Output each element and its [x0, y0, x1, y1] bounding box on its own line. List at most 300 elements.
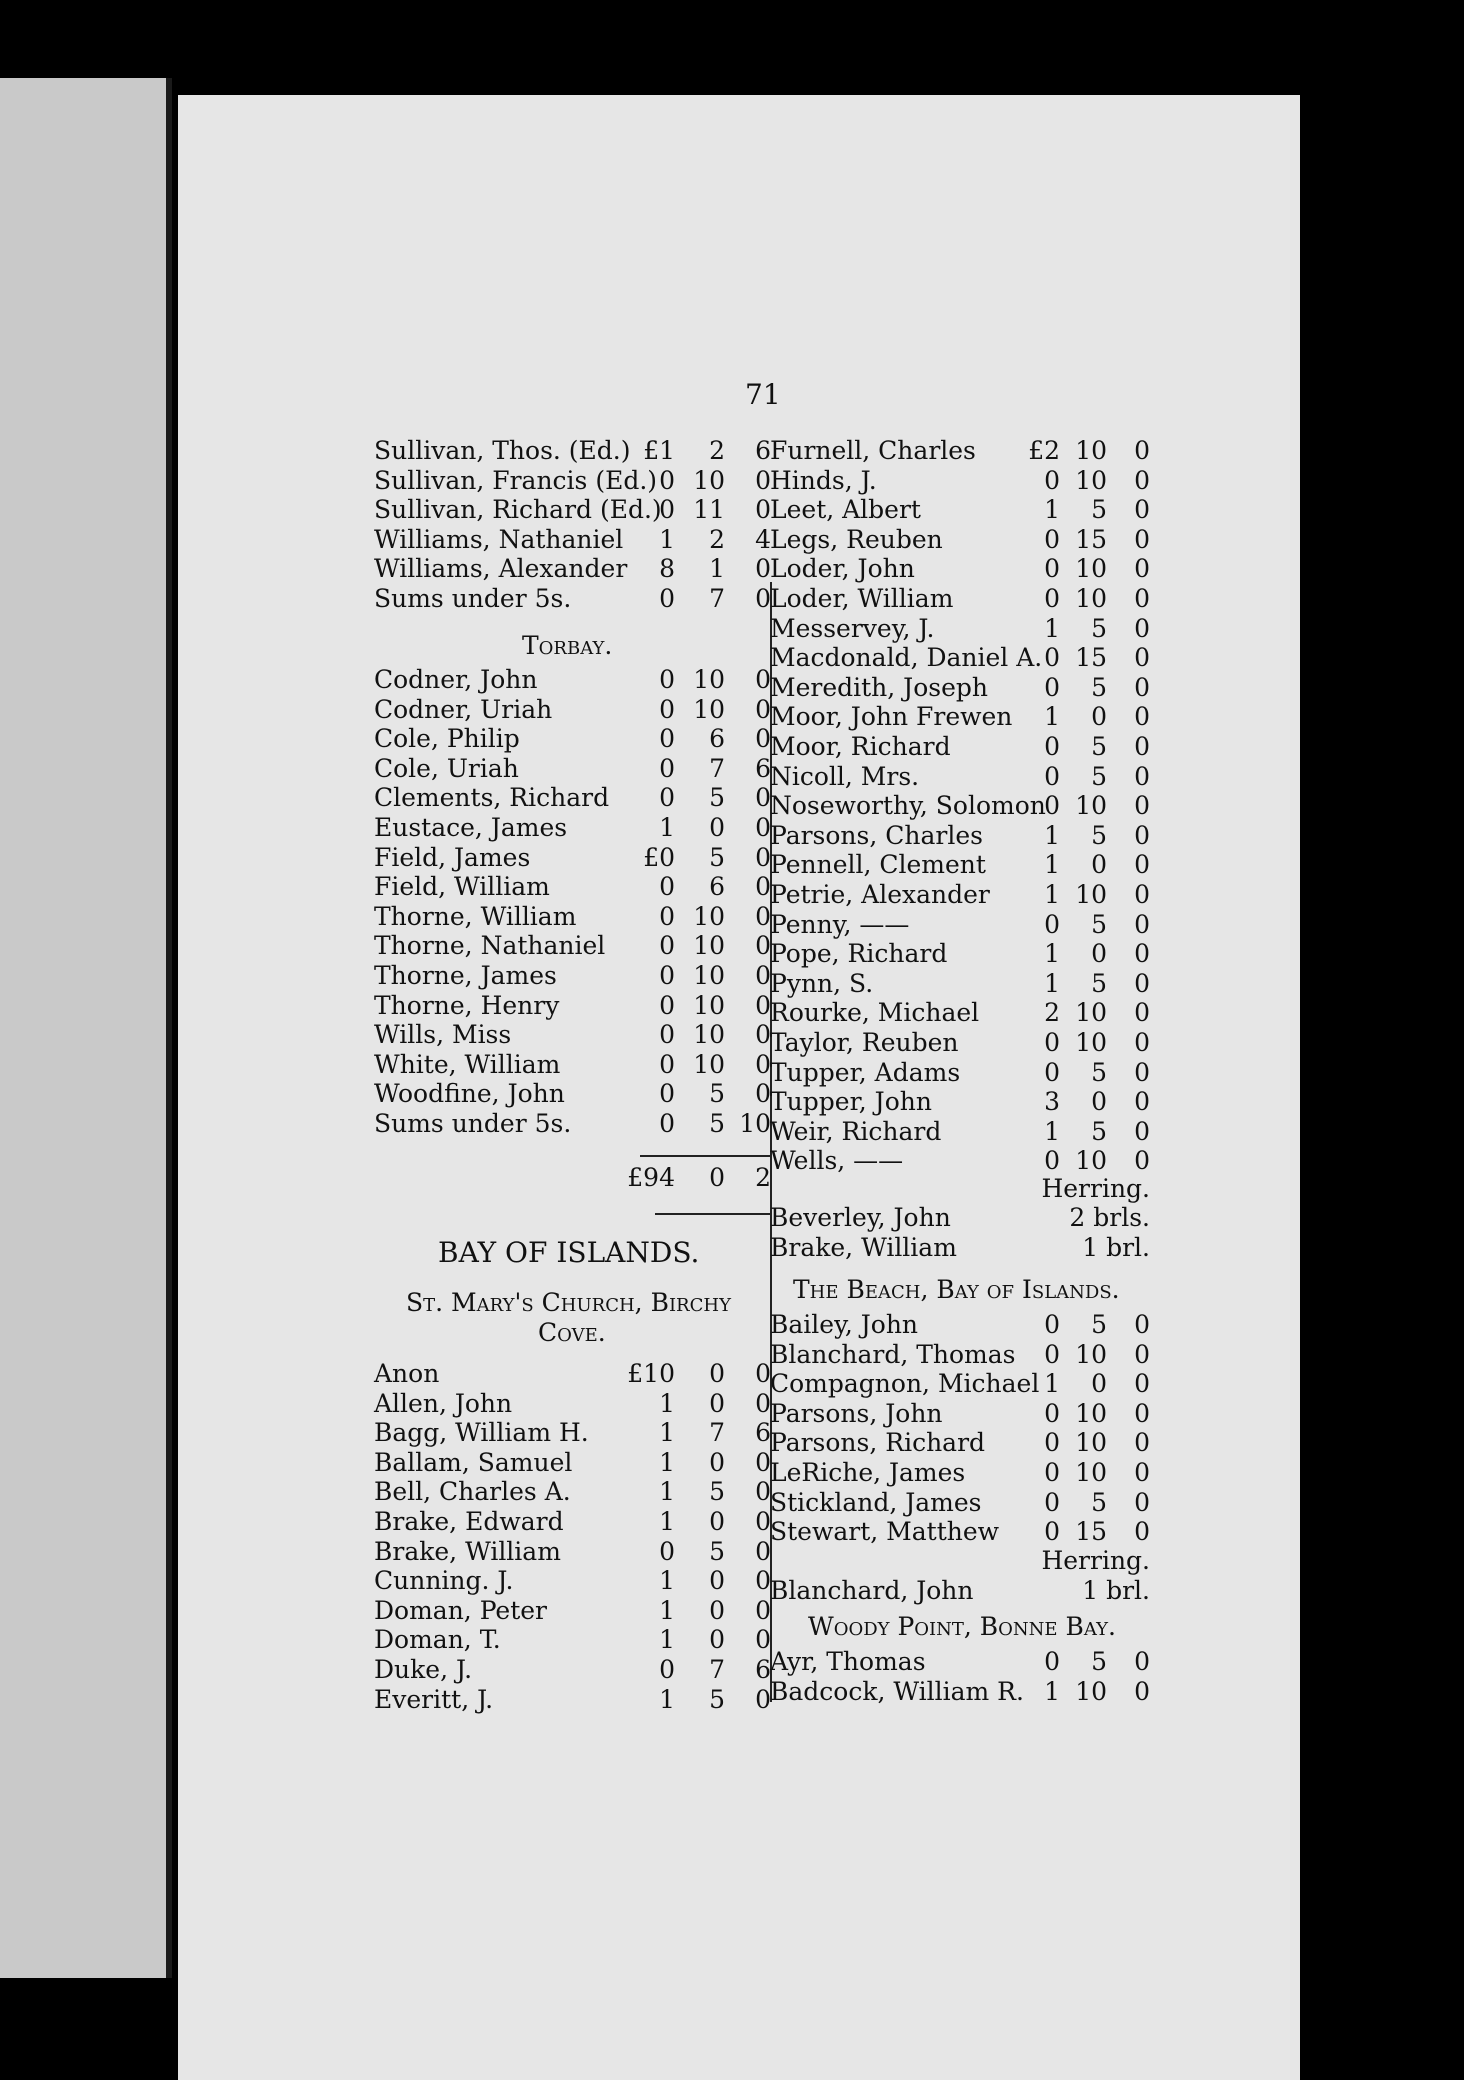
contributor-name: Thorne, William	[374, 901, 577, 931]
total-pence: 2	[755, 1163, 771, 1192]
amount-pence: 0	[1134, 613, 1150, 643]
amount-pounds: 8	[659, 554, 675, 584]
ledger-row	[770, 880, 1150, 910]
amount-pounds: £0	[643, 842, 675, 872]
woody-point-heading: Woody Point, Bonne Bay.	[808, 1612, 1116, 1641]
amount-shillings: 5	[709, 783, 725, 813]
amount-pounds: 0	[1044, 1339, 1060, 1369]
contributor-name: White, William	[374, 1049, 561, 1079]
amount-shillings: 2	[709, 436, 725, 465]
amount-pounds: 1	[659, 1477, 675, 1507]
amount-pence: 0	[755, 694, 771, 724]
contributor-name: Field, William	[374, 872, 550, 902]
contributor-name: Parsons, Richard	[770, 1428, 986, 1458]
amount-shillings: 10	[1075, 436, 1107, 465]
amount-pounds: 1	[1044, 495, 1060, 525]
ledger-row	[770, 1058, 1150, 1088]
amount-shillings: 11	[693, 495, 725, 525]
amount-pence: 0	[1134, 791, 1150, 821]
ledger-row	[374, 1418, 771, 1448]
contributor-name: Brake, William	[374, 1536, 561, 1566]
total-shillings: 0	[709, 1163, 725, 1192]
amount-shillings: 5	[1091, 1116, 1107, 1146]
ledger-row	[770, 1458, 1150, 1488]
amount-pence: 6	[755, 753, 771, 783]
contributor-name: Anon	[374, 1359, 440, 1388]
amount-pounds: 1	[659, 1388, 675, 1418]
amount-pounds: 2	[1044, 998, 1060, 1028]
contributor-name: Petrie, Alexander	[770, 880, 990, 909]
ledger-row	[374, 1685, 771, 1715]
amount-shillings: 10	[693, 931, 725, 961]
contributor-name: Stewart, Matthew	[770, 1517, 1000, 1547]
amount-pence: 0	[755, 465, 771, 495]
amount-shillings: 0	[1091, 702, 1107, 732]
contributor-name: Williams, Nathaniel	[374, 524, 624, 554]
contributor-name: Williams, Alexander	[374, 554, 628, 584]
contributor-name: Thorne, Henry	[374, 990, 560, 1020]
amount-shillings: 10	[693, 694, 725, 724]
amount-shillings: 0	[709, 813, 725, 842]
contributor-name: Bagg, William H.	[374, 1418, 589, 1448]
amount-pence: 0	[1134, 1676, 1150, 1706]
total-row	[374, 1163, 771, 1193]
contributor-name: Furnell, Charles	[770, 436, 976, 465]
ledger-row	[770, 762, 1150, 792]
amount-pounds: £1	[643, 436, 675, 465]
amount-shillings: 5	[709, 1684, 725, 1714]
ledger-row	[374, 554, 771, 584]
amount-pence: 0	[755, 961, 771, 990]
amount-pounds: 0	[1044, 732, 1060, 761]
page-number: 71	[745, 378, 781, 411]
contributor-name: Badcock, William R.	[770, 1676, 1024, 1706]
amount-pence: 0	[755, 724, 771, 754]
contributor-name: Duke, J.	[374, 1655, 473, 1684]
amount-pounds: 0	[659, 1536, 675, 1566]
amount-shillings: 0	[709, 1507, 725, 1536]
herring-label-1: Herring.	[1041, 1174, 1150, 1203]
amount-pence: 0	[1134, 820, 1150, 850]
contributor-name: Everitt, J.	[374, 1684, 494, 1714]
amount-shillings: 10	[1075, 554, 1107, 584]
ledger-row	[374, 1537, 771, 1567]
ledger-row	[374, 436, 771, 466]
contributor-name: Loder, William	[770, 584, 954, 613]
ledger-row	[770, 969, 1150, 999]
amount-shillings: 5	[1091, 761, 1107, 791]
amount-pounds: 0	[659, 753, 675, 783]
amount-pence: 0	[755, 665, 771, 694]
amount-pounds: 1	[1044, 1369, 1060, 1399]
ledger-row	[374, 724, 771, 754]
amount-shillings: 0	[1091, 939, 1107, 969]
contributor-name: Leet, Albert	[770, 495, 921, 525]
ledger-row	[374, 1389, 771, 1419]
amount-pounds: 0	[659, 1109, 675, 1138]
contributor-name: Allen, John	[374, 1388, 513, 1418]
amount-shillings: 0	[709, 1359, 725, 1388]
amount-pence: 0	[1134, 643, 1150, 673]
amount-shillings: 10	[1075, 465, 1107, 495]
ledger-row	[374, 665, 771, 695]
ledger-row	[770, 1087, 1150, 1117]
ledger-row	[374, 902, 771, 932]
ledger-row	[770, 1117, 1150, 1147]
amount-pence: 0	[1134, 1428, 1150, 1458]
herring-quantity: 2 brls.	[1069, 1203, 1150, 1232]
contributor-name: Moor, John Frewen	[770, 702, 1013, 732]
amount-shillings: 5	[1091, 613, 1107, 643]
ledger-row	[770, 436, 1150, 466]
amount-shillings: 10	[693, 901, 725, 931]
ledger-row	[770, 702, 1150, 732]
amount-pounds: 0	[1044, 1458, 1060, 1487]
amount-pence: 0	[755, 872, 771, 902]
amount-pounds: 3	[1044, 1087, 1060, 1117]
amount-shillings: 5	[1091, 495, 1107, 525]
amount-pence: 0	[755, 554, 771, 584]
amount-pence: 0	[755, 1049, 771, 1079]
amount-pounds: 0	[659, 584, 675, 613]
amount-shillings: 7	[709, 753, 725, 783]
ledger-row	[770, 1146, 1150, 1176]
ledger-row	[770, 1677, 1150, 1707]
total-rule-bottom	[655, 1213, 770, 1215]
amount-pence: 6	[755, 1655, 771, 1684]
ledger-row	[374, 584, 771, 614]
ledger-row	[770, 1028, 1150, 1058]
facing-page-edge	[0, 78, 172, 1978]
amount-pounds: 1	[1044, 613, 1060, 643]
amount-pence: 0	[1134, 761, 1150, 791]
contributor-name: Sullivan, Francis (Ed.)	[374, 465, 658, 495]
amount-pounds: 1	[659, 1447, 675, 1477]
amount-shillings: 10	[1075, 791, 1107, 821]
contributor-name: Pope, Richard	[770, 939, 948, 969]
amount-pounds: 0	[659, 724, 675, 754]
ledger-row	[374, 1079, 771, 1109]
contributor-name: Parsons, John	[770, 1398, 943, 1428]
ledger-row	[770, 495, 1150, 525]
amount-shillings: 7	[709, 1655, 725, 1684]
contributor-name: Messervey, J.	[770, 613, 935, 643]
amount-pence: 0	[755, 990, 771, 1020]
ledger-row	[374, 695, 771, 725]
amount-pence: 0	[755, 1477, 771, 1507]
amount-shillings: 0	[709, 1447, 725, 1477]
torbay-heading: Torbay.	[522, 631, 613, 660]
amount-pence: 0	[755, 1359, 771, 1388]
amount-pounds: 0	[1044, 1310, 1060, 1339]
amount-shillings: 0	[709, 1566, 725, 1596]
ledger-row	[770, 1647, 1150, 1677]
contributor-name: Cole, Uriah	[374, 753, 519, 783]
amount-shillings: 10	[1075, 1458, 1107, 1487]
amount-pence: 0	[1134, 672, 1150, 702]
contributor-name: Weir, Richard	[770, 1116, 942, 1146]
amount-shillings: 0	[1091, 1087, 1107, 1117]
amount-pounds: 0	[659, 901, 675, 931]
amount-shillings: 10	[1075, 1339, 1107, 1369]
ledger-row	[770, 584, 1150, 614]
amount-pounds: 0	[659, 1655, 675, 1684]
amount-pounds: 0	[1044, 761, 1060, 791]
amount-pounds: 0	[659, 665, 675, 694]
amount-pounds: 0	[659, 1049, 675, 1079]
amount-pounds: 1	[659, 1625, 675, 1655]
amount-pounds: 0	[1044, 1028, 1060, 1057]
ledger-row	[770, 1428, 1150, 1458]
amount-pence: 0	[1134, 968, 1150, 998]
amount-pence: 0	[1134, 465, 1150, 495]
amount-pounds: 0	[1044, 1398, 1060, 1428]
amount-pounds: 0	[1044, 554, 1060, 584]
ledger-row	[374, 525, 771, 555]
amount-pounds: 0	[1044, 584, 1060, 613]
amount-pence: 4	[755, 524, 771, 554]
contributor-name: Ayr, Thomas	[770, 1647, 926, 1676]
amount-shillings: 5	[1091, 1310, 1107, 1339]
contributor-name: Sums under 5s.	[374, 584, 572, 613]
contributor-name: Wills, Miss	[374, 1020, 512, 1050]
amount-pence: 0	[755, 931, 771, 961]
amount-pence: 0	[755, 1447, 771, 1477]
amount-shillings: 0	[709, 1388, 725, 1418]
amount-pence: 0	[1134, 1458, 1150, 1487]
contributor-name: Pennell, Clement	[770, 850, 986, 880]
contributor-name: Cunning. J.	[374, 1566, 514, 1596]
amount-pounds: 0	[1044, 1487, 1060, 1517]
amount-pence: 0	[1134, 732, 1150, 761]
amount-pounds: 1	[659, 1507, 675, 1536]
ledger-row	[374, 1109, 771, 1139]
amount-pence: 0	[1134, 939, 1150, 969]
amount-shillings: 7	[709, 584, 725, 613]
amount-shillings: 5	[1091, 909, 1107, 939]
ledger-row	[374, 991, 771, 1021]
amount-pence: 0	[1134, 1310, 1150, 1339]
amount-pence: 0	[755, 1684, 771, 1714]
amount-pence: 0	[755, 1566, 771, 1596]
ledger-row	[770, 1233, 1150, 1263]
ledger-row	[374, 1507, 771, 1537]
amount-shillings: 10	[1075, 1398, 1107, 1428]
amount-pounds: 1	[1044, 820, 1060, 850]
amount-pence: 0	[1134, 880, 1150, 909]
ledger-row	[374, 1359, 771, 1389]
contributor-name: Parsons, Charles	[770, 820, 983, 850]
church-heading-line2: Cove.	[538, 1318, 606, 1347]
amount-shillings: 5	[709, 1536, 725, 1566]
amount-shillings: 5	[709, 1477, 725, 1507]
ledger-row	[770, 821, 1150, 851]
amount-pounds: 1	[659, 1418, 675, 1448]
amount-pounds: 0	[659, 1079, 675, 1109]
amount-pounds: 0	[1044, 524, 1060, 554]
amount-pounds: 0	[659, 495, 675, 525]
amount-pence: 0	[1134, 702, 1150, 732]
amount-pounds: 0	[659, 465, 675, 495]
contributor-name: Loder, John	[770, 554, 915, 584]
ledger-row	[374, 843, 771, 873]
amount-pounds: 1	[659, 1566, 675, 1596]
ledger-row	[770, 673, 1150, 703]
amount-pounds: £2	[1028, 436, 1060, 465]
amount-pence: 0	[755, 1388, 771, 1418]
contributor-name: Beverley, John	[770, 1203, 951, 1232]
ledger-row	[374, 872, 771, 902]
ledger-row	[374, 1477, 771, 1507]
amount-pence: 0	[1134, 909, 1150, 939]
amount-pence: 0	[1134, 554, 1150, 584]
amount-pounds: 1	[659, 1595, 675, 1625]
amount-shillings: 10	[693, 1020, 725, 1050]
amount-shillings: 5	[1091, 1057, 1107, 1087]
herring-quantity: 1 brl.	[1082, 1232, 1150, 1262]
amount-pounds: 0	[1044, 1428, 1060, 1458]
ledger-row	[770, 910, 1150, 940]
contributor-name: LeRiche, James	[770, 1458, 966, 1487]
amount-pence: 0	[1134, 1028, 1150, 1057]
contributor-name: Brake, William	[770, 1232, 957, 1262]
contributor-name: Sullivan, Richard (Ed.)	[374, 495, 662, 525]
ledger-row	[374, 754, 771, 784]
ledger-row	[770, 466, 1150, 496]
amount-pence: 0	[1134, 998, 1150, 1028]
contributor-name: Noseworthy, Solomon	[770, 791, 1046, 821]
church-heading-line1: St. Mary's Church, Birchy	[406, 1288, 731, 1317]
ledger-row	[770, 850, 1150, 880]
total-rule-top	[640, 1155, 770, 1157]
amount-pounds: 0	[659, 990, 675, 1020]
amount-shillings: 10	[1075, 998, 1107, 1028]
amount-shillings: 10	[693, 1049, 725, 1079]
amount-pounds: 0	[1044, 643, 1060, 673]
amount-pounds: 0	[659, 961, 675, 990]
amount-pence: 0	[755, 1507, 771, 1536]
amount-pounds: 1	[659, 1684, 675, 1714]
amount-shillings: 6	[709, 724, 725, 754]
ledger-row	[374, 495, 771, 525]
amount-pence: 0	[755, 1625, 771, 1655]
amount-pounds: 0	[659, 694, 675, 724]
amount-pounds: 0	[659, 783, 675, 813]
contributor-name: Clements, Richard	[374, 783, 610, 813]
amount-shillings: 10	[1075, 1676, 1107, 1706]
amount-pence: 6	[755, 1418, 771, 1448]
amount-shillings: 5	[709, 1079, 725, 1109]
ledger-row	[374, 1655, 771, 1685]
contributor-name: Stickland, James	[770, 1487, 982, 1517]
amount-pence: 0	[755, 901, 771, 931]
contributor-name: Nicoll, Mrs.	[770, 761, 920, 791]
amount-shillings: 0	[1091, 1369, 1107, 1399]
contributor-name: Macdonald, Daniel A.	[770, 643, 1043, 673]
amount-pence: 0	[755, 842, 771, 872]
contributor-name: Moor, Richard	[770, 732, 951, 761]
amount-pence: 0	[1134, 436, 1150, 465]
contributor-name: Doman, Peter	[374, 1595, 547, 1625]
amount-pounds: 1	[1044, 1676, 1060, 1706]
contributor-name: Sums under 5s.	[374, 1109, 572, 1138]
amount-shillings: 5	[1091, 820, 1107, 850]
ledger-row	[770, 554, 1150, 584]
amount-pounds: 0	[1044, 672, 1060, 702]
ledger-row	[770, 1340, 1150, 1370]
amount-pounds: 0	[659, 1020, 675, 1050]
contributor-name: Codner, John	[374, 665, 538, 694]
ledger-row	[770, 1203, 1150, 1233]
contributor-name: Doman, T.	[374, 1625, 501, 1655]
amount-pounds: £10	[627, 1359, 675, 1388]
amount-pence: 0	[1134, 1398, 1150, 1428]
ledger-row	[374, 931, 771, 961]
contributor-name: Wells, ——	[770, 1146, 904, 1176]
contributor-name: Pynn, S.	[770, 968, 874, 998]
herring-label-2: Herring.	[1041, 1546, 1150, 1575]
amount-shillings: 10	[1075, 1428, 1107, 1458]
amount-shillings: 15	[1075, 1517, 1107, 1547]
amount-pence: 0	[1134, 1647, 1150, 1676]
amount-pounds: 1	[1044, 850, 1060, 880]
amount-pounds: 1	[1044, 880, 1060, 909]
amount-pence: 0	[1134, 1116, 1150, 1146]
contributor-name: Blanchard, Thomas	[770, 1339, 1016, 1369]
contributor-name: Brake, Edward	[374, 1507, 564, 1536]
beach-heading: The Beach, Bay of Islands.	[793, 1275, 1120, 1304]
contributor-name: Field, James	[374, 842, 531, 872]
ledger-row	[770, 998, 1150, 1028]
amount-shillings: 15	[1075, 524, 1107, 554]
contributor-name: Codner, Uriah	[374, 694, 553, 724]
amount-pence: 0	[755, 1536, 771, 1566]
amount-pence: 0	[1134, 1517, 1150, 1547]
amount-shillings: 5	[1091, 1487, 1107, 1517]
amount-shillings: 5	[1091, 968, 1107, 998]
ledger-row	[374, 783, 771, 813]
ledger-row	[770, 939, 1150, 969]
ledger-row	[770, 1488, 1150, 1518]
amount-pence: 0	[755, 495, 771, 525]
amount-pounds: 1	[1044, 968, 1060, 998]
amount-shillings: 15	[1075, 643, 1107, 673]
amount-pence: 0	[1134, 1369, 1150, 1399]
ledger-row	[770, 1399, 1150, 1429]
contributor-name: Rourke, Michael	[770, 998, 980, 1028]
amount-pence: 0	[1134, 1087, 1150, 1117]
ledger-row	[374, 1566, 771, 1596]
amount-pence: 6	[755, 436, 771, 465]
contributor-name: Woodfine, John	[374, 1079, 565, 1109]
amount-pounds: 0	[1044, 1647, 1060, 1676]
amount-pence: 10	[739, 1109, 771, 1138]
amount-shillings: 10	[1075, 1028, 1107, 1057]
amount-shillings: 1	[709, 554, 725, 584]
contributor-name: Sullivan, Thos. (Ed.)	[374, 436, 631, 465]
ledger-row	[770, 1517, 1150, 1547]
amount-pence: 0	[1134, 1339, 1150, 1369]
ledger-row	[770, 1310, 1150, 1340]
contributor-name: Cole, Philip	[374, 724, 520, 754]
amount-pence: 0	[1134, 850, 1150, 880]
amount-pence: 0	[755, 783, 771, 813]
amount-shillings: 5	[1091, 1647, 1107, 1676]
contributor-name: Bell, Charles A.	[374, 1477, 571, 1507]
ledger-row	[374, 1050, 771, 1080]
ledger-row	[374, 1020, 771, 1050]
contributor-name: Meredith, Joseph	[770, 672, 988, 702]
